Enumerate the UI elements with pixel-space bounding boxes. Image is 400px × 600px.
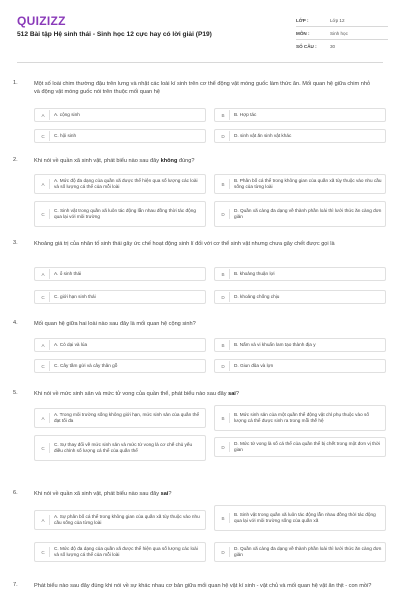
question-text: Khi nói về mức sinh sản và mức tử vong của quần thể, phát biểu nào sau đây sai?: [34, 391, 239, 397]
option-text: B. khoảng thuận lợi: [234, 270, 275, 276]
option-letter: A: [37, 340, 50, 350]
option-letter: A: [37, 515, 50, 525]
question-number: 6.: [13, 490, 18, 496]
question-text: Khi nói về quần xã sinh vật, phát biểu nào sau đây không đúng?: [34, 158, 195, 164]
option-text: D. Mức tử vong là số cá thể của quần thể bị chết trong một đơn vị thời gian: [234, 440, 381, 452]
meta-key: MÔN :: [296, 30, 310, 36]
option-d[interactable]: [214, 201, 386, 227]
question-text: Khoảng giá trị của nhân tố sinh thái gây ức chế hoạt động sinh lí đối với cơ thể sinh vật nhưng chưa gây chết được gọi là: [34, 241, 335, 247]
option-text: A. ổ sinh thái: [54, 270, 82, 276]
option-letter: D: [217, 547, 230, 557]
question-text: Một số loài chim thường đậu trên lưng và nhặt các loài kí sinh trên cơ thể động vật móng guốc làm thức ăn. Mối quan hệ giữa chim nhỏ và động vật móng guốc nói trên thuộc mối quan hệ: [34, 81, 371, 95]
option-letter: B: [217, 340, 230, 350]
option-d[interactable]: [214, 437, 386, 457]
option-text: C. hội sinh: [54, 132, 77, 138]
option-d[interactable]: [214, 542, 386, 562]
option-text: C. Cây tầm gửi và cây thân gỗ: [54, 362, 118, 368]
option-text: B. Hợp tác: [234, 111, 257, 117]
document-title: 512 Bài tập Hệ sinh thái - Sinh học 12 cực hay có lời giải (P19): [17, 31, 212, 38]
meta-row-count: [296, 40, 388, 53]
meta-value: 30: [330, 44, 336, 49]
option-text: B. Mức sinh sản của một quần thể động vật chỉ phụ thuộc vào số lượng cá thể được sinh ra trong mỗi thế hệ: [234, 411, 369, 423]
header-divider: [17, 62, 383, 63]
option-letter: B: [217, 269, 230, 279]
meta-row-class: [296, 14, 388, 27]
option-c[interactable]: [34, 542, 206, 562]
option-letter: A: [37, 269, 50, 279]
option-text: A. Mức độ đa dạng của quần xã được thể hiện qua số lượng các loài và số lượng cá thể của mỗi loài: [54, 177, 198, 189]
quizizz-logo: QUIZIZZ: [17, 14, 66, 28]
meta-value: Lớp 12: [330, 17, 345, 23]
option-letter: C: [37, 547, 50, 557]
question-number: 1.: [13, 80, 18, 86]
option-letter: D: [217, 442, 230, 452]
option-letter: C: [37, 361, 50, 371]
option-letter: B: [217, 413, 230, 423]
option-letter: C: [37, 131, 50, 141]
option-text: A. cộng sinh: [54, 111, 80, 117]
option-text: D. Giun đũa và lợn: [234, 362, 274, 368]
option-c[interactable]: [34, 290, 206, 304]
option-text: D. khoảng chống chịu: [234, 293, 280, 299]
option-letter: B: [217, 179, 230, 189]
option-text: B. Phân bố cá thể trong không gian của quần xã tùy thuộc vào nhu cầu sống của từng loài: [234, 177, 382, 189]
option-c[interactable]: [34, 129, 206, 143]
option-a[interactable]: [34, 510, 206, 530]
option-a[interactable]: [34, 267, 206, 281]
option-a[interactable]: [34, 338, 206, 352]
option-text: C. giới hạn sinh thái: [54, 293, 96, 299]
question-number: 2.: [13, 157, 18, 163]
option-b[interactable]: [214, 267, 386, 281]
option-letter: B: [217, 513, 230, 523]
page-header: [0, 0, 400, 64]
option-text: A. Trong môi trường sống không giới hạn, mức sinh sản của quần thể đạt tối đa: [54, 411, 200, 423]
question-number: 4.: [13, 320, 18, 326]
question-number: 3.: [13, 240, 18, 246]
option-text: B. Nấm và vi khuẩn lam tạo thành địa y: [234, 341, 316, 347]
option-a[interactable]: [34, 174, 206, 194]
option-letter: A: [37, 110, 50, 120]
option-letter: C: [37, 209, 50, 219]
question-number: 7.: [13, 582, 18, 588]
option-b[interactable]: [214, 108, 386, 122]
option-b[interactable]: [214, 174, 386, 194]
meta-key: LỚP :: [296, 17, 309, 23]
option-letter: A: [37, 413, 50, 423]
option-text: C. Sự thay đổi về mức sinh sản và mức tử vong là cơ chế chủ yếu điều chỉnh số lượng cá thể của quần thể: [54, 441, 193, 453]
question-text: Khi nói về quần xã sinh vật, phát biểu nào sau đây sai?: [34, 491, 172, 497]
question-number: 5.: [13, 390, 18, 396]
option-b[interactable]: [214, 405, 386, 431]
meta-row-subject: [296, 27, 388, 40]
option-text: C. Mức độ đa dạng của quần xã được thể hiện qua số lượng các loài và số lượng cá thể của mỗi loài: [54, 545, 198, 557]
option-d[interactable]: [214, 290, 386, 304]
option-letter: D: [217, 292, 230, 302]
option-letter: D: [217, 361, 230, 371]
option-text: A. Cỏ dại và lúa: [54, 341, 88, 347]
meta-value: Sinh học: [330, 30, 348, 36]
option-text: D. sinh vật ăn sinh vật khác: [234, 132, 292, 138]
option-d[interactable]: [214, 359, 386, 373]
option-letter: D: [217, 131, 230, 141]
option-letter: C: [37, 443, 50, 453]
option-a[interactable]: [34, 408, 206, 428]
meta-key: SỐ CÂU :: [296, 44, 317, 49]
option-a[interactable]: [34, 108, 206, 122]
option-letter: B: [217, 110, 230, 120]
meta-table: [296, 14, 388, 53]
option-c[interactable]: [34, 435, 206, 461]
option-b[interactable]: [214, 505, 386, 531]
option-letter: A: [37, 179, 50, 189]
option-text: D. Quần xã càng đa dạng về thành phần loài thì lưới thức ăn càng đơn giản: [234, 545, 382, 557]
option-b[interactable]: [214, 338, 386, 352]
question-text: Phát biểu nào sau đây đúng khi nói về sự khác nhau cơ bản giữa mối quan hệ vật kí sinh - vật chủ và mối quan hệ vật ăn thịt - con mồi?: [34, 583, 372, 589]
option-letter: D: [217, 209, 230, 219]
option-text: A. Sự phân bố cá thể trong không gian của quần xã tùy thuộc vào nhu cầu sống của từng loài: [54, 513, 200, 525]
option-text: B. Sinh vật trong quần xã luôn tác động lẫn nhau đồng thời tác động qua lại với môi trường sống của quần xã: [234, 511, 376, 523]
option-d[interactable]: [214, 129, 386, 143]
option-text: C. Sinh vật trong quần xã luôn tác động lẫn nhau đồng thời tác động qua lại với môi trường: [54, 207, 196, 219]
option-letter: C: [37, 292, 50, 302]
question-text: Mối quan hệ giữa hai loài nào sau đây là mối quan hệ cộng sinh?: [34, 321, 196, 327]
option-c[interactable]: [34, 359, 206, 373]
option-text: D. Quần xã càng đa dạng về thành phần loài thì lưới thức ăn càng đơn giản: [234, 207, 382, 219]
option-c[interactable]: [34, 201, 206, 227]
